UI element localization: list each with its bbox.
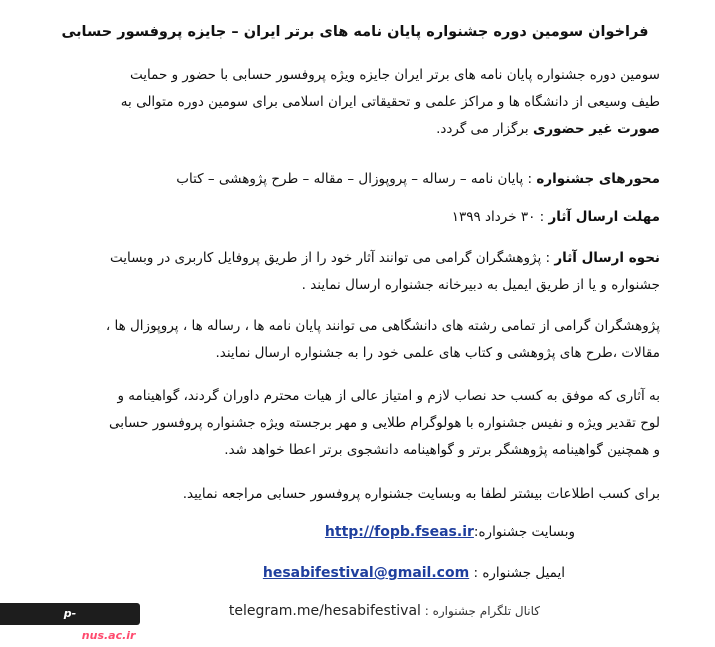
intro-format-emphasis: صورت غیر حضوری (532, 121, 660, 137)
website-row (325, 524, 575, 540)
intro-line-1: سومین دوره جشنواره پایان نامه های برتر ایران جایزه ویژه پروفسور حسابی با حضور و حمایت (130, 67, 660, 83)
more-info (60, 481, 660, 508)
email-label: ایمیل جشنواره : (469, 565, 565, 581)
submission-method (60, 245, 660, 299)
website-label: وبسایت جشنواره: (473, 524, 575, 540)
site-watermark (0, 603, 140, 642)
email-row (263, 565, 565, 581)
submission-label: نحوه ارسال آثار (554, 250, 660, 266)
researchers-line-2: مقالات ،طرح های پژوهشی و کتاب های علمی خود را به جشنواره ارسال نمایند. (215, 345, 660, 361)
submission-line-1: : پژوهشگران گرامی می توانند آثار خود را از طریق پروفایل کاربری در وبسایت (109, 250, 555, 266)
festival-axes (60, 166, 660, 193)
more-info-text: برای کسب اطلاعات بیشتر لطفا به وبسایت جشنواره پروفسور حسابی مراجعه نمایید. (182, 486, 660, 502)
submission-line-2: جشنواره و یا از طریق ایمیل به دبیرخانه جشنواره ارسال نمایند . (301, 277, 660, 293)
intro-paragraph (60, 62, 660, 143)
intro-line-2: طیف وسیعی از دانشگاه ها و مراکز علمی و تحقیقاتی ایران اسلامی برای سومین دوره متوالی به (120, 94, 660, 110)
email-link[interactable]: hesabifestival@gmail.com (262, 565, 470, 581)
awards-line-2: لوح تقدیر ویژه و نفیس جشنواره با هولوگرام طلایی و مهر برجسته ویژه جشنواره پروفسور حسابی (109, 415, 660, 431)
watermark-prefix: p-bandarabas. (4, 607, 82, 642)
telegram-row (229, 603, 540, 619)
intro-line-3 (60, 116, 660, 143)
deadline-value: : ۳۰ خرداد ۱۳۹۹ (451, 209, 549, 225)
deadline-label: مهلت ارسال آثار (548, 209, 660, 225)
axes-label: محورهای جشنواره (536, 171, 660, 187)
telegram-link[interactable]: telegram.me/hesabifestival (228, 603, 421, 619)
awards-paragraph (60, 383, 660, 464)
page-title: فراخوان سومین دوره جشنواره پایان نامه های برتر ایران – جایزه پروفسور حسابی (61, 24, 649, 40)
researchers-paragraph (60, 313, 660, 367)
intro-line-3-rest: برگزار می گردد. (436, 121, 533, 137)
awards-line-3: و همچنین گواهینامه پژوهشگر برتر و گواهینامه دانشجوی برتر اعطا خواهد شد. (224, 442, 660, 458)
researchers-line-1: پژوهشگران گرامی از تمامی رشته های دانشگاهی می توانند پایان نامه ها ، رساله ها ، پروپوزال ها ، (105, 318, 660, 334)
telegram-label: کانال تلگرام جشنواره : (420, 604, 540, 618)
axes-value: : پایان نامه – رساله – پروپوزال – مقاله – طرح پژوهشی – کتاب (176, 171, 537, 187)
website-link[interactable]: http://fopb.fseas.ir (324, 524, 474, 540)
watermark-accent: nus.ac.ir (81, 629, 136, 642)
deadline (60, 204, 660, 231)
awards-line-1: به آثاری که موفق به کسب حد نصاب لازم و امتیاز عالی از هیات محترم داوران گردند، گواهینامه و (117, 388, 660, 404)
